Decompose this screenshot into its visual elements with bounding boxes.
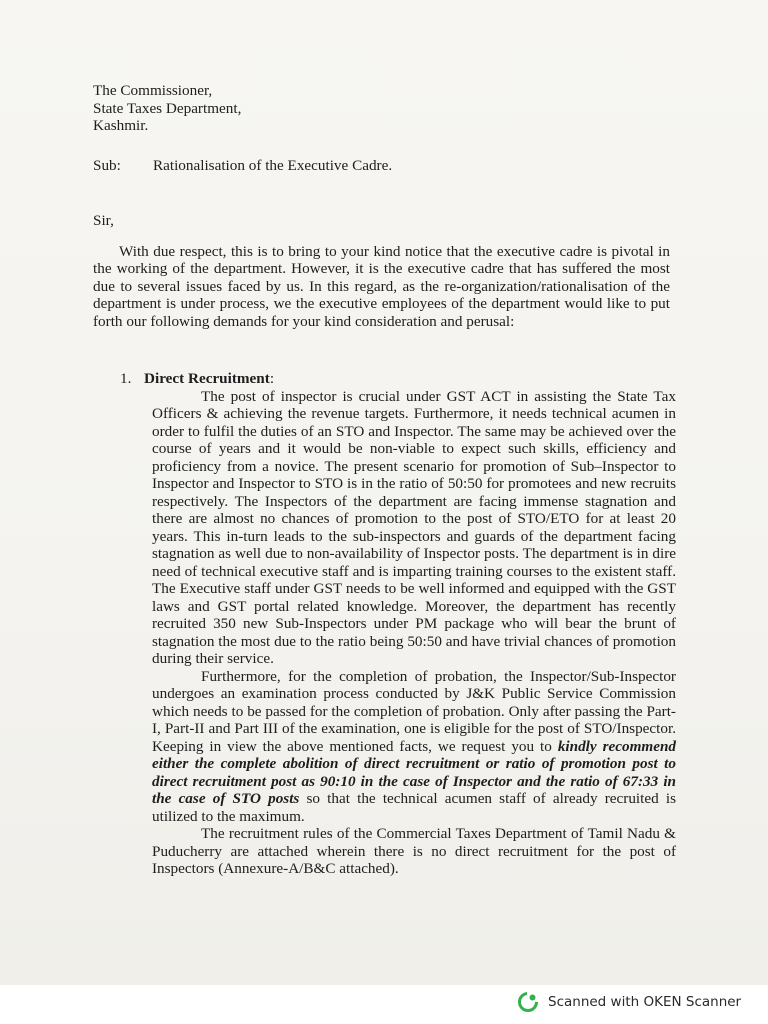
scanner-watermark <box>518 992 741 1012</box>
intro-paragraph: With due respect, this is to bring to your kind notice that the executive cadre is pivotal in the working of the department. However, it is the executive cadre that has suffered the most due to several issues faced by us. In this regard, as the re-organization/rationalisation of the department is under process, we the executive employees of the department would like to put forth our following demands for your kind consideration and perusal: <box>93 242 670 330</box>
item-paragraph-2 <box>152 668 676 826</box>
paragraph-2-lead: Furthermore, for the completion of probation, the Inspector/Sub-Inspector undergoes an examination process conducted by J&K Public Service Commission which needs to be passed for the completion of probation. Only after passing the Part-I, Part-II and Part III of the examination, one is eligible for the post of STO/Inspector. Keeping in view the above mentioned facts, we request you to <box>152 667 676 755</box>
oken-scanner-logo-icon <box>518 992 538 1012</box>
address-line-1: The Commissioner, <box>93 82 213 99</box>
item-heading <box>120 370 680 388</box>
item-paragraph-3: The recruitment rules of the Commercial Taxes Department of Tamil Nadu & Puducherry are attached wherein there is no direct recruitment for the post of Inspectors (Annexure-A/B&C attached). <box>152 825 676 877</box>
recipient-address <box>93 82 673 135</box>
item-body <box>152 388 676 878</box>
subject-line <box>93 157 673 175</box>
letter-header <box>93 82 673 330</box>
address-line-2: State Taxes Department, <box>93 99 242 117</box>
item-title-wrap <box>144 370 274 388</box>
item-paragraph-1: The post of inspector is crucial under GST ACT in assisting the State Tax Officers & achieving the revenue targets. Furthermore, it needs technical acumen in order to fulfil the duties of an STO and Inspector. The same may be achieved over the course of years and it would be non-viable to expect such skills, efficiency and proficiency from a novice. The present scenario for promotion of Sub–Inspector to Inspector and Inspector to STO is in the ratio of 50:50 for promotees and new recruits respectively. The Inspectors of the department are facing immense stagnation and there are almost no chances of promotion to the post of STO/ETO for at least 20 years. This in-turn leads to the sub-inspectors and guards of the department facing stagnation as well due to non-availability of Inspector posts. The department is in dire need of technical executive staff and is imparting training courses to the existent staff. The Executive staff under GST needs to be well informed and equipped with the GST laws and GST portal related knowledge. Moreover, the department has recently recruited 350 new Sub-Inspectors under PM package who will bear the brunt of stagnation the most due to the ratio being 50:50 and have trivial chances of promotion during their service. <box>152 387 676 667</box>
subject-label: Sub: <box>93 156 121 174</box>
salutation: Sir, <box>93 212 114 229</box>
scanner-watermark-text: Scanned with OKEN Scanner <box>548 994 742 1010</box>
item-title: Direct Recruitment <box>144 370 270 387</box>
item-number: 1. <box>120 370 132 387</box>
subject-text: Rationalisation of the Executive Cadre. <box>153 156 393 174</box>
paragraph-2-tail: so that the technical acumen staff of already recruited is utilized to the maximum. <box>152 790 676 825</box>
demand-item-direct-recruitment <box>120 370 680 878</box>
item-title-colon: : <box>269 370 275 387</box>
address-line-3: Kashmir. <box>93 117 149 134</box>
paragraph-2-emphasis: kindly recommend either the complete abolition of direct recruitment or ratio of promotion post to direct recruitment post as 90:10 in the case of Inspector and the ratio of 67:33 in the case of STO posts <box>152 737 676 807</box>
